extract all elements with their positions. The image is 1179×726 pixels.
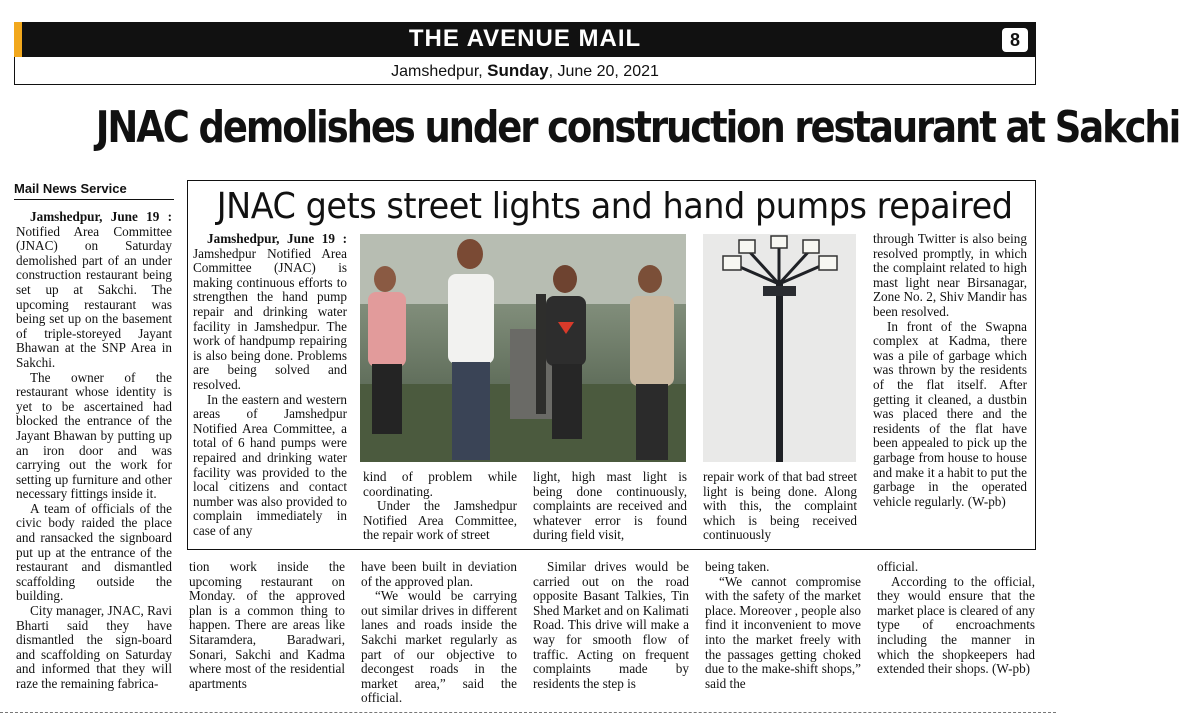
story2-column-2 (363, 470, 517, 543)
high-mast-light-photo (703, 234, 856, 462)
story1-dateline: Jamshedpur, June 19 : (30, 209, 172, 224)
high-mast-light-photo-icon (703, 234, 856, 462)
hand-pump-workers-photo (360, 234, 686, 462)
story2-paragraph-1: Jamshedpur Notified Area Committee (JNAC) is making continuous efforts to strengthen the hand pump repair and drinking water facility in Jamshedpur. The work of handpump repairing is also being done. Problems are being solved and resolved. (193, 245, 347, 392)
story1-paragraph-9: being taken. (705, 559, 770, 574)
story2-column-5 (873, 232, 1027, 509)
story1-paragraph-7: “We would be carrying out similar drives in different lanes and roads inside the Sakchi market regularly as part of our objective to decongest roads in the market area,” said the official. (361, 588, 517, 706)
story1-paragraph-10: “We cannot compromise with the safety of the market place. Moreover , people also find it inconvenient to move into the market freely with the passages getting choked due to the make-shift shops,” said the (705, 573, 861, 691)
story2-column-3 (533, 470, 687, 543)
page-number: 8 (1002, 28, 1028, 52)
story1-paragraph-12: According to the official, they would ensure that the market place is cleared of any type of encroachments including the manner in which the shopkeepers had extended their shops. (W-pb) (877, 573, 1035, 677)
story2-paragraph-6: repair work of that bad street light is being done. Along with this, the complaint which is being received continuously (703, 469, 857, 543)
story1-paragraph-6: have been built in deviation of the approved plan. (361, 559, 517, 589)
story2-paragraph-8: In front of the Swapna complex at Kadma, there was a pile of garbage which was thrown by the residents of the flat itself. After getting it cleaned, a dustbin was placed there and the residents of the flat have been appealed to pick up the garbage from house to house and make it a habit to put the garbage in the operated vehicle regularly. (W-pb) (873, 318, 1027, 509)
story1-headline: JNAC demolishes under construction restaurant at Sakchi (95, 102, 1179, 153)
story1-column-1 (16, 210, 172, 692)
story2-headline: JNAC gets street lights and hand pumps repaired (216, 186, 1013, 227)
dateline-city: Jamshedpur, (391, 63, 483, 80)
story2-paragraph-2: In the eastern and western areas of Jamshedpur Notified Area Committee, a total of 6 hand pumps were repaired and drinking water facility was provided to the local citizens and contact number was also provided to complain immediately in case of any (193, 391, 347, 538)
story1-paragraph-5: tion work inside the upcoming restaurant on Monday. of the approved plan is a common thing to happen. There are areas like Sitaramdera, Baradwari, Sonari, Sakchi and Kadma where most of the residential apartments (189, 559, 345, 691)
byline-rule (14, 199, 174, 200)
dateline-day: Sunday (487, 61, 549, 80)
story2-column-4 (703, 470, 857, 543)
story2-column-1 (193, 232, 347, 538)
story2-paragraph-3: kind of problem while coordinating. (363, 469, 517, 499)
story1-paragraph-1: Notified Area Committee (JNAC) on Saturday demolished part of an under construction restaurant being set up at Sakchi. The upcoming restaurant was being set up on the basement of triple-storeyed Jayant Bhawan at the SNP Area in Sakchi. (16, 223, 172, 370)
story2-dateline: Jamshedpur, June 19 : (207, 231, 347, 246)
story1-paragraph-2: The owner of the restaurant whose identity is yet to be ascertained had blocked the entrance of the Jayant Bhawan by putting up an iron door and was carrying out the work for setting up furniture and other necessary fittings inside it. (16, 369, 172, 502)
story1-paragraph-8: Similar drives would be carried out on the road opposite Basant Talkies, Tin Shed Market and on Kalimati Road. This drive will make a way for smooth flow of traffic. Acting on frequent complaints made by residents the step is (533, 559, 690, 691)
story1-paragraph-4: City manager, JNAC, Ravi Bharti said they have dismantled the sign-board and scaffolding on Saturday and informed that they will raze the remaining fabrica- (16, 603, 172, 691)
story1-paragraph-11: official. (877, 559, 919, 574)
page-cut-line (0, 712, 1056, 713)
story1-column-5 (705, 560, 861, 691)
story1-column-3 (361, 560, 517, 706)
dateline (14, 57, 1036, 85)
story1-column-4 (533, 560, 689, 691)
masthead (14, 22, 1036, 57)
story1-paragraph-3: A team of officials of the civic body raided the place and ransacked the signboard put up at the entrance of the restaurant and dismantled scaffolding outside the building. (16, 500, 172, 604)
byline: Mail News Service (14, 181, 127, 196)
dateline-date: , June 20, 2021 (548, 63, 659, 80)
story1-column-6 (877, 560, 1035, 677)
story1-column-2 (189, 560, 345, 691)
hand-pump-workers-photo-icon (360, 234, 686, 462)
story2-paragraph-7: through Twitter is also being resolved promptly, in which the complaint related to high mast light near Birsanagar, Zone No. 2, Shiv Mandir has been resolved. (873, 231, 1027, 319)
story2-paragraph-4: Under the Jamshedpur Notified Area Committee, the repair work of street (363, 498, 517, 543)
story2-paragraph-5: light, high mast light is being done continuously, complaints are received and whatever error is found during field visit, (533, 469, 687, 543)
newspaper-title: THE AVENUE MAIL (408, 25, 642, 52)
